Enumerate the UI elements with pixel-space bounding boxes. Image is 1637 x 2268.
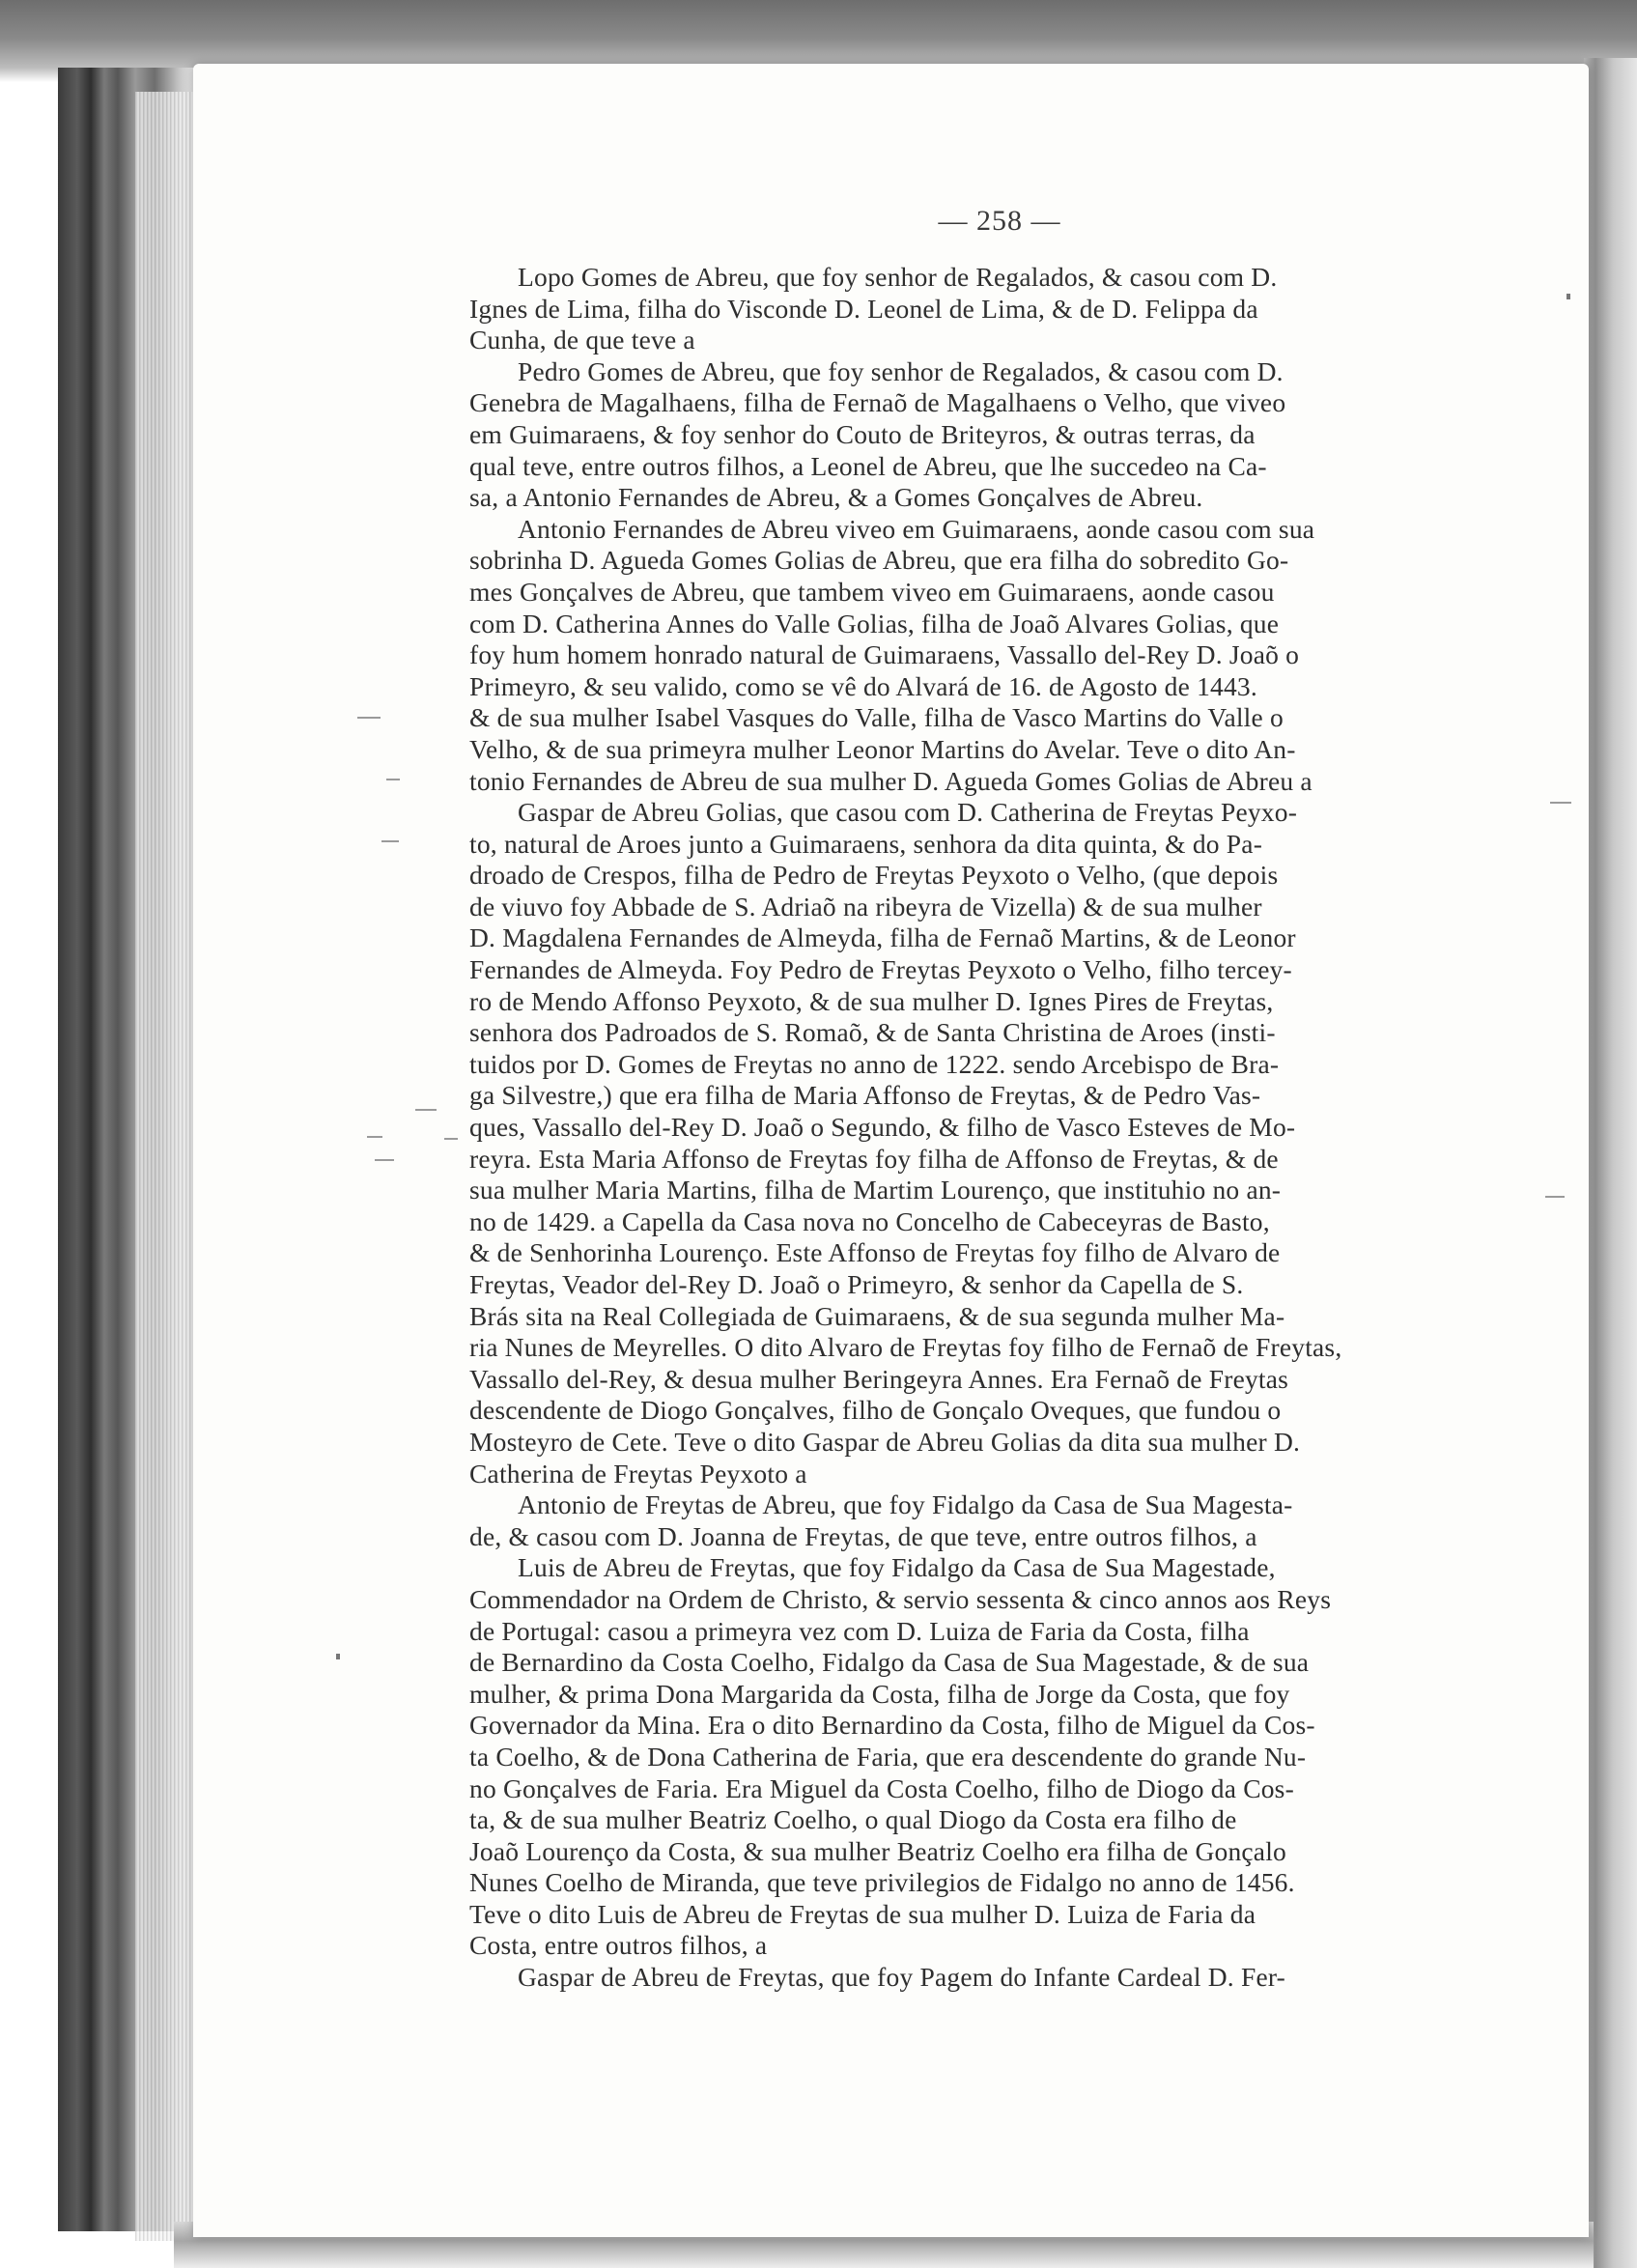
margin-pencil-mark (367, 1136, 382, 1138)
text-line: ta Coelho, & de Dona Catherina de Faria, que era descendente do grande Nu- (469, 1741, 1307, 1772)
margin-pencil-dot (336, 1654, 340, 1659)
text-line: Primeyro, & seu valido, como se vê do Alvará de 16. de Agosto de 1443. (469, 670, 1257, 701)
text-line: Gaspar de Abreu de Freytas, que foy Pagem do Infante Cardeal D. Fer- (518, 1962, 1286, 1993)
text-line: Joaõ Lourenço da Costa, & sua mulher Beatriz Coelho era filha de Gonçalo (469, 1835, 1287, 1866)
text-line: em Guimaraens, & foy senhor do Couto de Briteyros, & outras terras, da (469, 418, 1256, 449)
text-line: Ignes de Lima, filha do Visconde D. Leonel de Lima, & de D. Felippa da (469, 293, 1258, 324)
text-line: de viuvo foy Abbade de S. Adriaõ na ribeyra de Vizella) & de sua mulher (469, 891, 1262, 921)
text-line: no de 1429. a Capella da Casa nova no Concelho de Cabeceyras de Basto, (469, 1205, 1270, 1236)
text-line: Velho, & de sua primeyra mulher Leonor Martins do Avelar. Teve o dito An- (469, 733, 1296, 764)
margin-pencil-mark (386, 779, 400, 780)
text-line: sobrinha D. Agueda Gomes Golias de Abreu, que era filha do sobredito Go- (469, 545, 1289, 576)
margin-pencil-mark (375, 1159, 394, 1161)
margin-pencil-dot (1566, 294, 1570, 299)
text-line: tonio Fernandes de Abreu de sua mulher D. Agueda Gomes Golias de Abreu a (469, 765, 1312, 796)
text-line: de Portugal: casou a primeyra vez com D. Luiza de Faria da Costa, filha (469, 1615, 1250, 1646)
text-line: reyra. Esta Maria Affonso de Freytas foy filha de Affonso de Freytas, & de (469, 1143, 1279, 1174)
text-line: ria Nunes de Meyrelles. O dito Alvaro de Freytas foy filho de Fernaõ de Freytas, (469, 1332, 1342, 1363)
text-line: mulher, & prima Dona Margarida da Costa, filha de Jorge da Costa, que foy (469, 1678, 1290, 1709)
text-line: Gaspar de Abreu Golias, que casou com D. Catherina de Freytas Peyxo- (518, 797, 1298, 828)
text-line: Luis de Abreu de Freytas, que foy Fidalgo da Casa de Sua Magestade, (518, 1552, 1276, 1583)
right-edge-shadow (1584, 58, 1637, 2268)
text-line: Genebra de Magalhaens, filha de Fernaõ de Magalhaens o Velho, que viveo (469, 387, 1286, 418)
margin-pencil-mark (1545, 1196, 1565, 1198)
text-line: & de Senhorinha Lourenço. Este Affonso de Freytas foy filho de Alvaro de (469, 1237, 1281, 1268)
text-line: mes Gonçalves de Abreu, que tambem viveo em Guimaraens, aonde casou (469, 576, 1275, 607)
text-line: ques, Vassallo del-Rey D. Joaõ o Segundo, & filho de Vasco Esteves de Mo- (469, 1112, 1296, 1143)
margin-pencil-mark (444, 1138, 458, 1140)
text-line: & de sua mulher Isabel Vasques do Valle, filha de Vasco Martins do Valle o (469, 702, 1284, 733)
text-line: sa, a Antonio Fernandes de Abreu, & a Gomes Gonçalves de Abreu. (469, 482, 1203, 513)
text-line: com D. Catherina Annes do Valle Golias, filha de Joaõ Alvares Golias, que (469, 608, 1280, 638)
text-line: Freytas, Veador del-Rey D. Joaõ o Primeyro, & senhor da Capella de S. (469, 1269, 1244, 1299)
text-line: Teve o dito Luis de Abreu de Freytas de sua mulher D. Luiza de Faria da (469, 1898, 1256, 1929)
text-line: Mosteyro de Cete. Teve o dito Gaspar de Abreu Golias da dita sua mulher D. (469, 1426, 1301, 1457)
text-line: D. Magdalena Fernandes de Almeyda, filha de Fernaõ Martins, & de Leonor (469, 922, 1296, 953)
margin-pencil-mark (381, 840, 399, 842)
text-line: Vassallo del-Rey, & desua mulher Beringeyra Annes. Era Fernaõ de Freytas (469, 1363, 1289, 1394)
text-line: Antonio Fernandes de Abreu viveo em Guimaraens, aonde casou com sua (518, 513, 1315, 544)
text-line: de Bernardino da Costa Coelho, Fidalgo da Casa de Sua Magestade, & de sua (469, 1647, 1310, 1678)
text-line: no Gonçalves de Faria. Era Miguel da Costa Coelho, filho de Diogo da Cos- (469, 1772, 1294, 1803)
text-line: de, & casou com D. Joanna de Freytas, de que teve, entre outros filhos, a (469, 1520, 1257, 1551)
text-line: foy hum homem honrado natural de Guimaraens, Vassallo del-Rey D. Joaõ o (469, 639, 1300, 670)
text-line: Pedro Gomes de Abreu, que foy senhor de Regalados, & casou com D. (518, 355, 1284, 386)
text-line: Commendador na Ordem de Christo, & servio sessenta & cinco annos aos Reys (469, 1583, 1332, 1614)
text-line: sua mulher Maria Martins, filha de Martim Lourenço, que instituhio no an- (469, 1175, 1282, 1205)
text-line: droado de Crespos, filha de Pedro de Freytas Peyxoto o Velho, (que depois (469, 860, 1279, 891)
text-line: Fernandes de Almeyda. Foy Pedro de Freytas Peyxoto o Velho, filho tercey- (469, 954, 1292, 985)
text-line: qual teve, entre outros filhos, a Leonel de Abreu, que lhe succedeo na Ca- (469, 450, 1267, 481)
text-line: Nunes Coelho de Miranda, que teve privilegios de Fidalgo no anno de 1456. (469, 1867, 1295, 1898)
text-line: to, natural de Aroes junto a Guimaraens, senhora da dita quinta, & do Pa- (469, 828, 1263, 859)
text-line: Cunha, de que teve a (469, 325, 695, 355)
margin-pencil-mark (415, 1109, 437, 1111)
margin-pencil-mark (1550, 802, 1571, 804)
text-line: descendente de Diogo Gonçalves, filho de Gonçalo Oveques, que fundou o (469, 1395, 1282, 1426)
body-text (469, 262, 1541, 1994)
text-line: ta, & de sua mulher Beatriz Coelho, o qual Diogo da Costa era filho de (469, 1804, 1237, 1835)
text-line: senhora dos Padroados de S. Romaõ, & de Santa Christina de Aroes (insti- (469, 1017, 1276, 1048)
page-number: — 258 — (938, 205, 1061, 237)
text-line: ga Silvestre,) que era filha de Maria Affonso de Freytas, & de Pedro Vas- (469, 1080, 1261, 1111)
text-line: Lopo Gomes de Abreu, que foy senhor de Regalados, & casou com D. (518, 262, 1278, 292)
text-line: Antonio de Freytas de Abreu, que foy Fidalgo da Casa de Sua Magesta- (518, 1489, 1293, 1520)
margin-pencil-mark (357, 717, 381, 719)
text-line: Costa, entre outros filhos, a (469, 1930, 768, 1961)
text-line: Brás sita na Real Collegiada de Guimaraens, & de sua segunda mulher Ma- (469, 1300, 1285, 1331)
text-line: Catherina de Freytas Peyxoto a (469, 1458, 807, 1488)
text-line: Governador da Mina. Era o dito Bernardino da Costa, filho de Miguel da Cos- (469, 1710, 1315, 1741)
text-line: tuidos por D. Gomes de Freytas no anno de 1222. sendo Arcebispo de Bra- (469, 1048, 1280, 1079)
text-line: ro de Mendo Affonso Peyxoto, & de sua mulher D. Ignes Pires de Freytas, (469, 985, 1274, 1016)
